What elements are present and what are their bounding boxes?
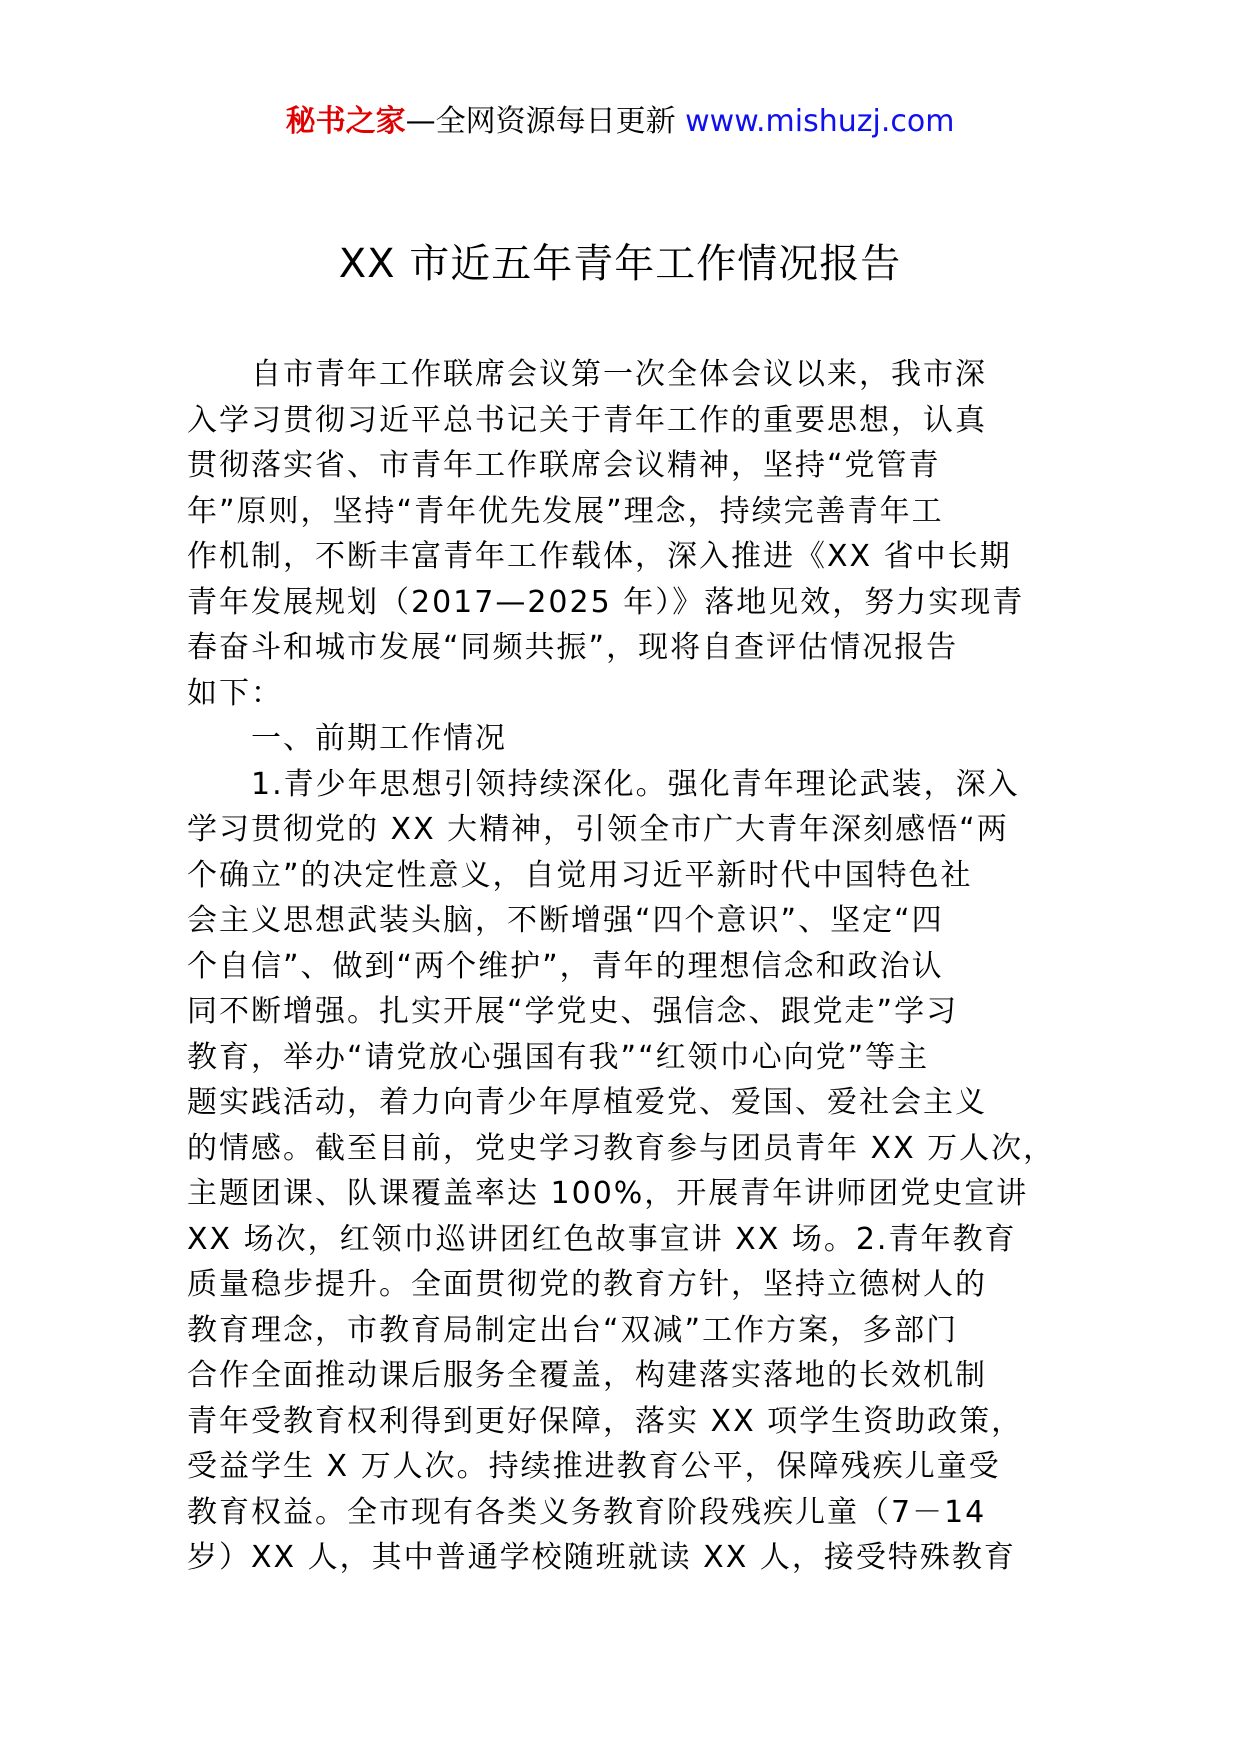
- paragraph-line: 个自信”、做到“两个维护”，青年的理想信念和政治认: [187, 948, 944, 984]
- paragraph-line: 同不断增强。扎实开展“学党史、强信念、跟党走”学习: [187, 994, 959, 1029]
- paragraph-line: XX 场次，红领巾巡讲团红色故事宣讲 XX 场。2.青年教育: [187, 1221, 1017, 1257]
- paragraph-line: 个确立”的决定性意义，自觉用习近平新时代中国特色社: [187, 857, 973, 893]
- paragraph-line: 如下：: [187, 675, 283, 711]
- paragraph-line: 入学习贯彻习近平总书记关于青年工作的重要思想，认真: [187, 402, 987, 438]
- header-brand: 秘书之家: [285, 104, 406, 139]
- header-tagline: —全网资源每日更新: [405, 104, 676, 139]
- document-title: XX 市近五年青年工作情况报告: [338, 241, 902, 287]
- paragraph-line: 春奋斗和城市发展“同频共振”，现将自查评估情况报告: [187, 630, 959, 665]
- paragraph-line: 贯彻落实省、市青年工作联席会议精神，坚持“党管青: [187, 448, 941, 483]
- paragraph-line: 作机制，不断丰富青年工作载体，深入推进《XX 省中长期: [187, 539, 1012, 574]
- document-body: [187, 352, 1067, 1581]
- paragraph-line: 教育，举办“请党放心强国有我”“红领巾心向党”等主: [187, 1039, 930, 1075]
- paragraph-line: 受益学生 X 万人次。持续推进教育公平，保障残疾儿童受: [187, 1449, 1001, 1484]
- paragraph-line: 的情感。截至目前，党史学习教育参与团员青年 XX 万人次，: [187, 1130, 1056, 1166]
- paragraph-line: 自市青年工作联席会议第一次全体会议以来，我市深: [251, 357, 987, 392]
- paragraph-line: 青年发展规划（2017—2025 年）》落地见效，努力实现青: [187, 584, 1025, 620]
- paragraph-line: 质量稳步提升。全面贯彻党的教育方针，坚持立德树人的: [187, 1267, 987, 1302]
- paragraph-line: 教育理念，市教育局制定出台“双减”工作方案，多部门: [187, 1312, 959, 1348]
- paragraph-line: 主题团课、队课覆盖率达 100%，开展青年讲师团党史宣讲: [187, 1176, 1029, 1211]
- paragraph-line: 年”原则，坚持“青年优先发展”理念，持续完善青年工: [187, 493, 944, 529]
- page-header: [0, 102, 1240, 142]
- paragraph-line: 青年受教育权利得到更好保障，落实 XX 项学生资助政策，: [187, 1403, 1024, 1439]
- paragraph-line: 教育权益。全市现有各类义务教育阶段残疾儿童（7－14: [187, 1494, 987, 1530]
- paragraph-line: 会主义思想武装头脑，不断增强“四个意识”、坚定“四: [187, 903, 944, 938]
- paragraph-line: 学习贯彻党的 XX 大精神，引领全市广大青年深刻感悟“两: [187, 812, 1009, 847]
- section-heading: 一、前期工作情况: [251, 721, 507, 756]
- paragraph-line: 合作全面推动课后服务全覆盖，构建落实落地的长效机制: [187, 1358, 987, 1393]
- paragraph-line: 岁）XX 人，其中普通学校随班就读 XX 人，接受特殊教育: [187, 1540, 1016, 1575]
- header-site-link[interactable]: www.mishuzj.com: [685, 104, 955, 139]
- paragraph-line: 1.青少年思想引领持续深化。强化青年理论武装，深入: [251, 766, 1020, 802]
- paragraph-line: 题实践活动，着力向青少年厚植爱党、爱国、爱社会主义: [187, 1085, 987, 1120]
